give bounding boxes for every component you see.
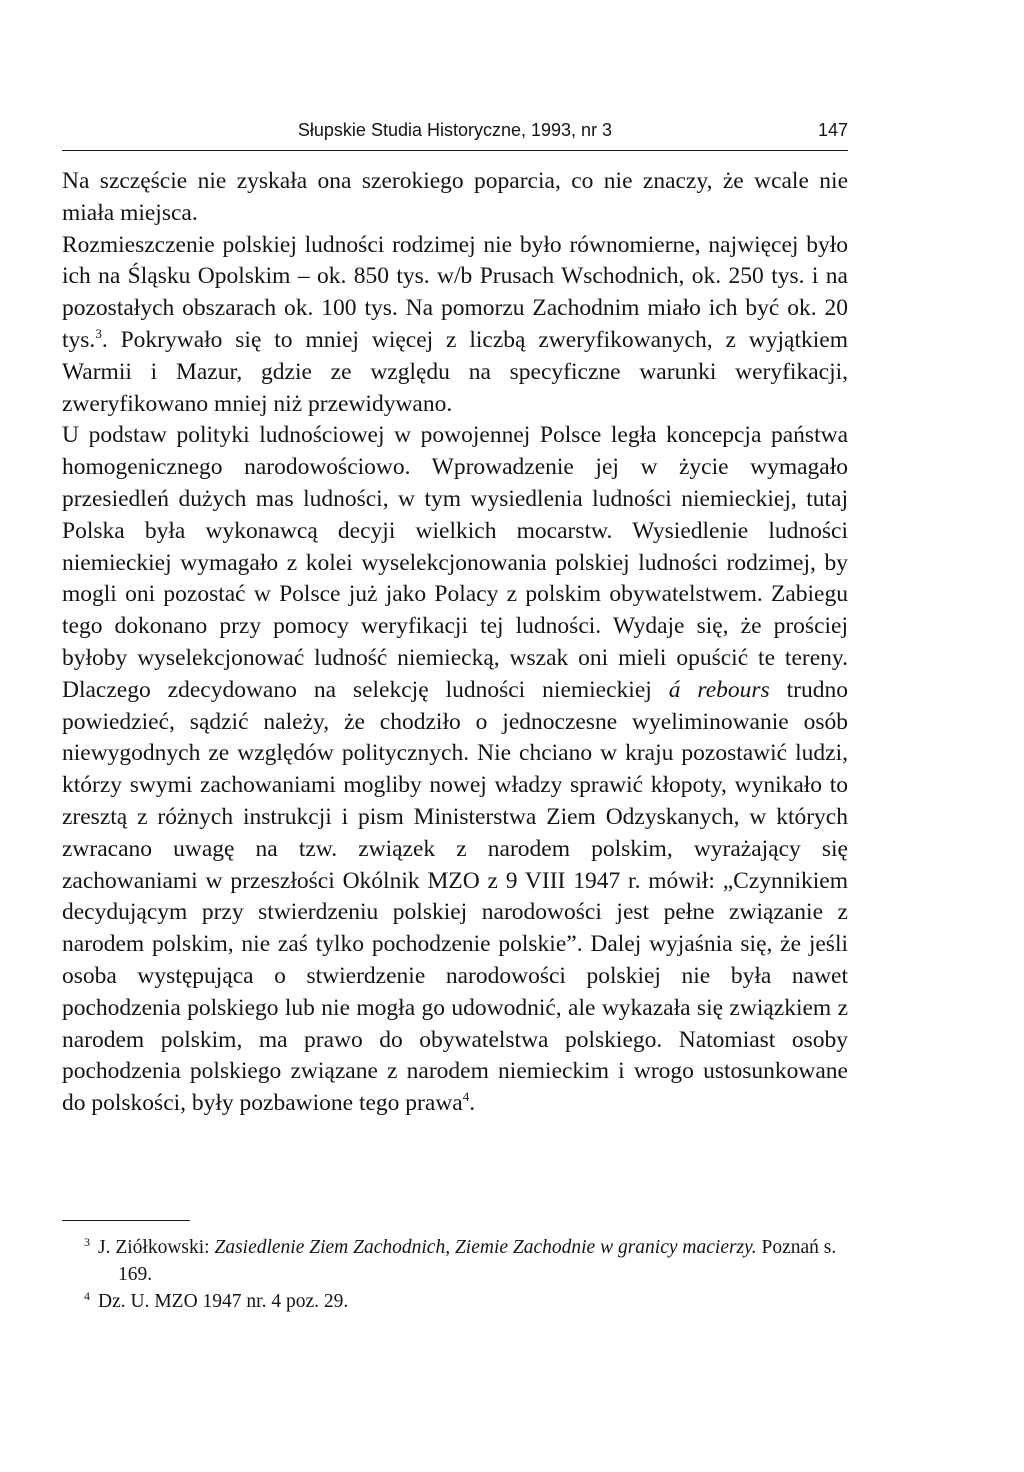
paragraph-text: Na szczęście nie zyskała ona szerokiego poparcia, co nie znaczy, że wcale nie miała miejsca. bbox=[62, 168, 848, 226]
footnote-3 bbox=[62, 1234, 848, 1288]
paragraph-text: Rozmieszczenie polskiej ludności rodzimej nie było równomierne, najwięcej było ich na Śląsku Opolskim – ok. 850 tys. w/b Prusach Wschodnich, ok. 250 tys. i na pozostałych obszarach ok. 100 tys. Na pomorzu Zachodnim miało ich być ok. 20 tys. bbox=[62, 231, 848, 353]
footnote-rest: Poznań s. 169. bbox=[118, 1237, 837, 1285]
paragraph-2 bbox=[62, 230, 848, 421]
main-text bbox=[62, 166, 848, 1120]
page-number: 147 bbox=[817, 120, 848, 140]
paragraph-text: . Pokrywało się to mniej więcej z liczbą zweryfikowanych, z wyjątkiem Warmii i Mazur, gdzie ze względu na specyficzne warunki weryfikacji, zweryfikowano mniej niż przewidywano. bbox=[62, 326, 848, 417]
paragraph-text: . bbox=[469, 1090, 476, 1117]
footnote-mark: 4 bbox=[84, 1288, 90, 1303]
footnote-ref-4[interactable]: 4 bbox=[462, 1089, 470, 1105]
paragraph-text: trudno powiedzieć, sądzić należy, że chodziło o jednoczesne wyeliminowanie osób niewygodnych ze względów politycznych. Nie chciano w kraju pozostawić ludzi, którzy swymi zachowaniami mogliby nowej władzy sprawić kłopoty, wynikało to zresztą z różnych instrukcji i pism Ministerstwa Ziem Odzyskanych, w których zwracano uwagę na tzw. związek z narodem polskim, wyrażający się zachowaniami w przeszłości Okólnik MZO z 9 VIII 1947 r. mówił: „Czynnikiem decydującym przy stwierdzeniu polskiej narodowości jest pełne związanie z narodem polskim, nie zaś tylko pochodzenie polskie”. Dalej wyjaśnia się, że jeśli osoba występująca o stwierdzenie narodowości polskiej nie była nawet pochodzenia polskiego lub nie mogła go udowodnić, ale wykazała się związkiem z narodem polskim, ma prawo do obywatelstwa polskiego. Natomiast osoby pochodzenia polskiego związane z narodem niemieckim i wrogo ustosunkowane do polskości, były pozbawione tego prawa bbox=[62, 676, 848, 1117]
running-header bbox=[62, 120, 848, 151]
footnote-4 bbox=[62, 1288, 848, 1315]
footnote-title: Zasiedlenie Ziem Zachodnich, Ziemie Zachodnie w granicy macierzy. bbox=[214, 1237, 757, 1258]
paragraph-text: U podstaw polityki ludnościowej w powojennej Polsce legła koncepcja państwa homogenicznego narodowościowo. Wprowadzenie jej w życie wymagało przesiedleń dużych mas ludności, w tym wysiedlenia ludności niemieckiej, tutaj Polska była wykonawcą decyji wielkich mocarstw. Wysiedlenie ludności niemieckiej wymagało z kolei wyselekcjonowania polskiej ludności rodzimej, by mogli oni pozostać w Polsce już jako Polacy z polskim obywatelstwem. Zabiegu tego dokonano przy pomocy weryfikacji tej ludności. Wydaje się, że prościej byłoby wyselekcjonować ludność niemiecką, wszak oni mieli opuścić te tereny. Dlaczego zdecydowano na selekcję ludności niemieckiej bbox=[62, 422, 848, 703]
footnote-ref-3[interactable]: 3 bbox=[95, 326, 102, 342]
footnote-mark: 3 bbox=[84, 1234, 90, 1249]
paragraph-3 bbox=[62, 420, 848, 1120]
footnote-text: Dz. U. MZO 1947 nr. 4 poz. 29. bbox=[98, 1291, 349, 1312]
italic-phrase: á rebours bbox=[668, 676, 770, 703]
paragraph-1 bbox=[62, 166, 848, 230]
footnote-divider bbox=[62, 1220, 190, 1221]
footnote-author: J. Ziółkowski: bbox=[98, 1237, 215, 1258]
footnotes bbox=[62, 1234, 848, 1315]
journal-title: Słupskie Studia Historyczne, 1993, nr 3 bbox=[297, 120, 613, 140]
